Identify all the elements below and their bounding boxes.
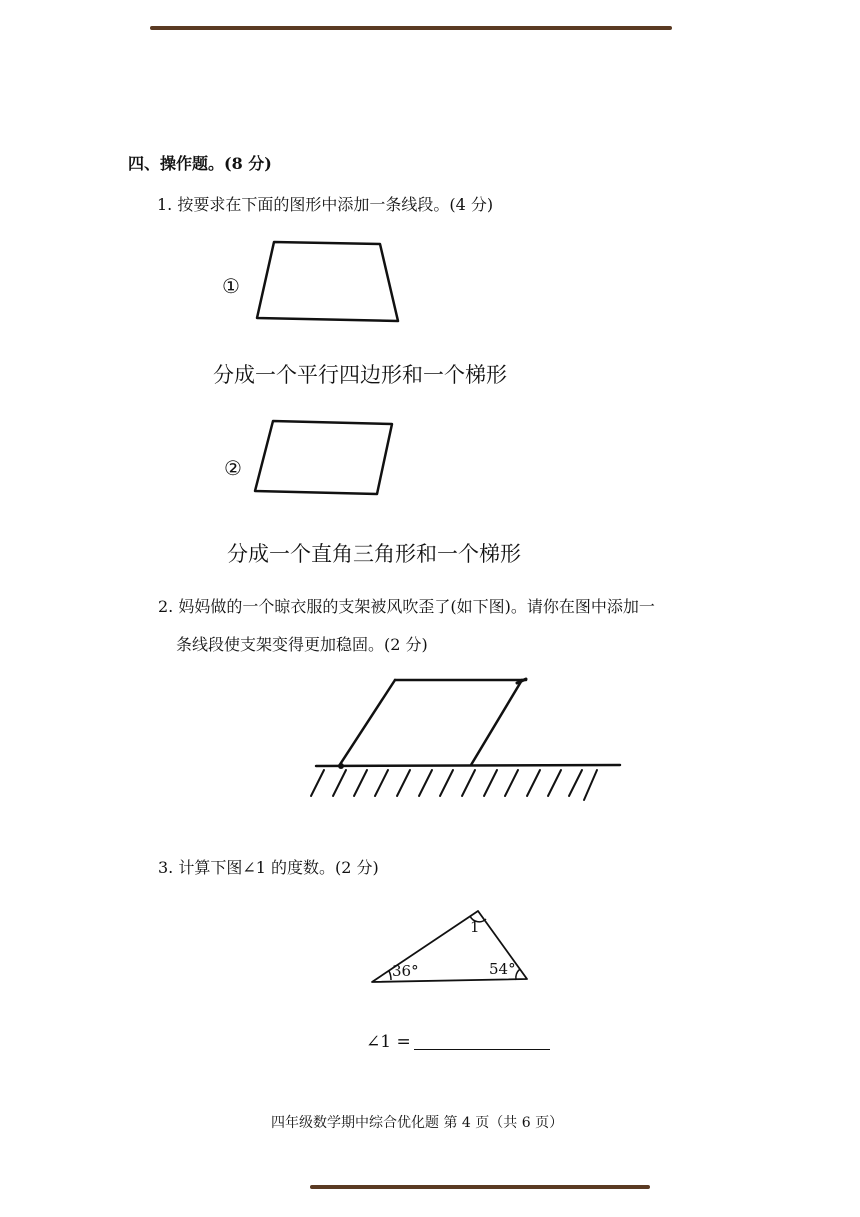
figure-1-marker: ① — [222, 274, 240, 298]
trapezoid-figure — [257, 242, 398, 321]
answer-blank[interactable] — [414, 1049, 550, 1050]
page-footer: 四年级数学期中综合优化题 第 4 页（共 6 页） — [271, 1115, 564, 1131]
question-2-line-1: 2. 妈妈做的一个晾衣服的支架被风吹歪了(如下图)。请你在图中添加一 — [158, 597, 655, 616]
parallelogram-figure — [255, 421, 392, 494]
angle-right-label: 54° — [489, 960, 516, 978]
figure-2-caption: 分成一个直角三角形和一个梯形 — [227, 542, 521, 566]
angle-1-label: 1 — [470, 918, 480, 936]
question-1-text: 1. 按要求在下面的图形中添加一条线段。(4 分) — [157, 195, 494, 214]
section-heading: 四、操作题。(8 分) — [128, 154, 272, 173]
bottom-border-line — [310, 1185, 650, 1189]
question-2-line-2: 条线段使支架变得更加稳固。(2 分) — [176, 635, 428, 654]
angle-left-label: 36° — [392, 962, 419, 980]
figure-1-caption: 分成一个平行四边形和一个梯形 — [213, 363, 507, 387]
top-border-line — [150, 26, 672, 30]
question-3-text: 3. 计算下图∠1 的度数。(2 分) — [158, 858, 379, 877]
figure-2-marker: ② — [224, 456, 242, 480]
answer-label: ∠1 = — [366, 1032, 411, 1052]
clothes-rack-figure — [311, 679, 620, 800]
